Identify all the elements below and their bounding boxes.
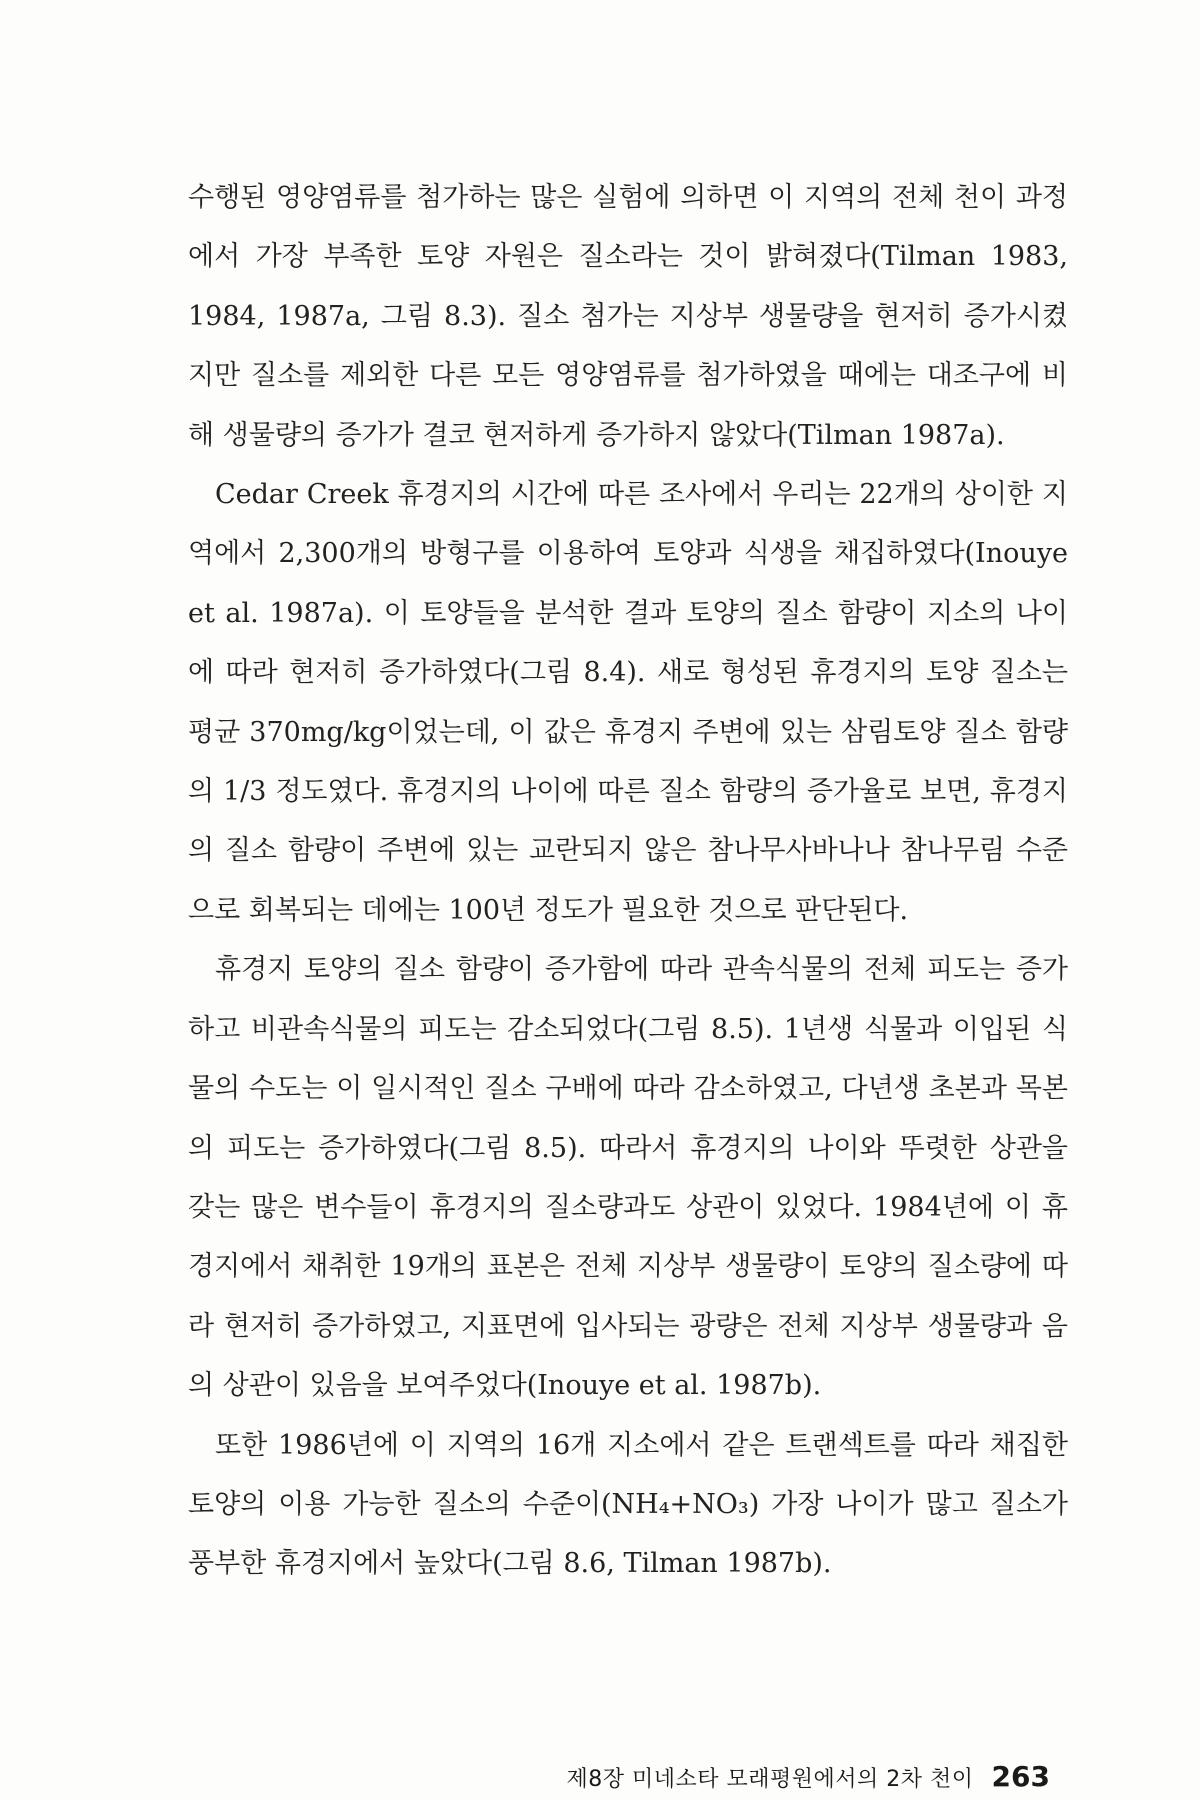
paragraph-4: 또한 1986년에 이 지역의 16개 지소에서 같은 트랜섹트를 따라 채집한 토양의 이용 가능한 질소의 수준이(NH₄+NO₃) 가장 나이가 많고 질소가 풍부한 휴경지에서 높았다(그림 8.6, Tilman 1987b). (188, 1429, 1068, 1580)
paragraph-1: 수행된 영양염류를 첨가하는 많은 실험에 의하면 이 지역의 전체 천이 과정에서 가장 부족한 토양 자원은 질소라는 것이 밝혀졌다(Tilman 1983, 1984, 1987a, 그림 8.3). 질소 첨가는 지상부 생물량을 현저히 증가시켰지만 질소를 제외한 다른 모든 영양염류를 첨가하였을 때에는 대조구에 비해 생물량의 증가가 결코 현저하게 증가하지 않았다(Tilman 1987a). (188, 182, 1068, 451)
body-text (188, 168, 1068, 1594)
paragraph-2: Cedar Creek 휴경지의 시간에 따른 조사에서 우리는 22개의 상이한 지역에서 2,300개의 방형구를 이용하여 토양과 식생을 채집하였다(Inouye et al. 1987a). 이 토양들을 분석한 결과 토양의 질소 함량이 지소의 나이에 따라 현저히 증가하였다(그림 8.4). 새로 형성된 휴경지의 토양 질소는 평균 370mg/kg이었는데, 이 값은 휴경지 주변에 있는 삼림토양 질소 함량의 1/3 정도였다. 휴경지의 나이에 따른 질소 함량의 증가율로 보면, 휴경지의 질소 함량이 주변에 있는 교란되지 않은 참나무사바나나 참나무림 수준으로 회복되는 데에는 100년 정도가 필요한 것으로 판단된다. (188, 479, 1068, 926)
running-chapter-title: 제8장 미네소타 모래평원에서의 2차 천이 (566, 1767, 974, 1792)
page-footer (567, 1760, 1050, 1793)
paragraph-3: 휴경지 토양의 질소 함량이 증가함에 따라 관속식물의 전체 피도는 증가하고 비관속식물의 피도는 감소되었다(그림 8.5). 1년생 식물과 이입된 식물의 수도는 이 일시적인 질소 구배에 따라 감소하였고, 다년생 초본과 목본의 피도는 증가하였다(그림 8.5). 따라서 휴경지의 나이와 뚜렷한 상관을 갖는 많은 변수들이 휴경지의 질소량과도 상관이 있었다. 1984년에 이 휴경지에서 채취한 19개의 표본은 전체 지상부 생물량이 토양의 질소량에 따라 현저히 증가하였고, 지표면에 입사되는 광량은 전체 지상부 생물량과 음의 상관이 있음을 보여주었다(Inouye et al. 1987b). (188, 954, 1068, 1402)
page-number: 263 (991, 1760, 1050, 1793)
